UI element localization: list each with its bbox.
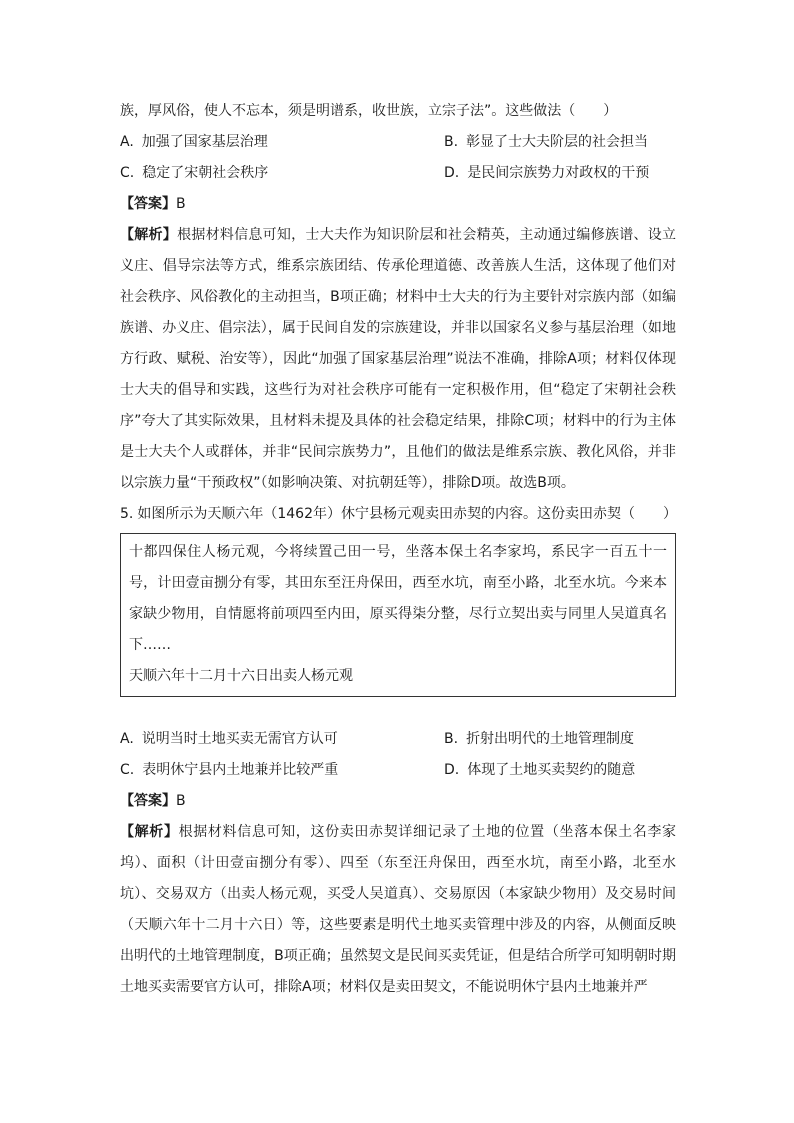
option-letter: D. bbox=[444, 762, 460, 778]
question-number: 5. bbox=[120, 506, 134, 522]
option-letter: C. bbox=[120, 762, 135, 778]
q4-option-a[interactable] bbox=[120, 127, 444, 158]
option-text: 表明休宁县内土地兼并比较严重 bbox=[142, 762, 339, 778]
analysis-text: 根据材料信息可知，这份卖田赤契详细记录了土地的位置（坐落本保土名李家坞）、面积（计田壹亩捌分有零）、四至（东至汪舟保田，西至水坑，南至小路，北至水坑）、交易双方（出卖人杨元观，买受人吴道真）、交易原因（本家缺少物用）及交易时间（天顺六年十二月十六日）等，这些要素是明代土地买卖管理中涉及的内容，从侧面反映出明代的土地管理制度，B项正确；虽然契文是民间买卖凭证，但是结合所学可知明朝时期土地买卖需要官方认可，排除A项；材料仅是卖田契文，不能说明休宁县内土地兼并严 bbox=[120, 824, 677, 995]
answer-tag: 【答案】 bbox=[120, 196, 176, 212]
contract-body: 十都四保住人杨元观，今将续置己田一号，坐落本保土名李家坞，系民字一百五十一号，计田壹亩捌分有零，其田东至汪舟保田，西至水坑，南至小路，北至水坑。今来本家缺少物用，自情愿将前项四至内田，原买得柒分整，尽行立契出卖与同里人吴道真名下…… bbox=[129, 544, 667, 653]
option-text: 彰显了士大夫阶层的社会担当 bbox=[466, 134, 649, 150]
option-text: 加强了国家基层治理 bbox=[141, 134, 268, 150]
option-text: 体现了土地买卖契约的随意 bbox=[467, 762, 636, 778]
contract-material-box bbox=[120, 533, 676, 697]
option-text: 稳定了宋朝社会秩序 bbox=[142, 165, 269, 181]
analysis-tag: 【解析】 bbox=[120, 824, 179, 840]
answer-value: B bbox=[176, 793, 186, 809]
answer-tag: 【答案】 bbox=[120, 793, 176, 809]
q4-option-d[interactable] bbox=[444, 158, 676, 189]
q5-option-a[interactable] bbox=[120, 724, 444, 755]
option-letter: B. bbox=[444, 731, 459, 747]
answer-value: B bbox=[176, 196, 186, 212]
q5-options bbox=[120, 724, 676, 786]
option-letter: B. bbox=[444, 134, 459, 150]
analysis-tag: 【解析】 bbox=[120, 227, 178, 243]
q4-analysis bbox=[120, 220, 676, 499]
q5-option-b[interactable] bbox=[444, 724, 676, 755]
q4-option-b[interactable] bbox=[444, 127, 676, 158]
option-letter: C. bbox=[120, 165, 135, 181]
q4-stem-tail: 族，厚风俗，使人不忘本，须是明谱系，收世族，立宗子法”。这些做法（ ） bbox=[120, 103, 618, 119]
q5-analysis bbox=[120, 817, 676, 1003]
q4-options bbox=[120, 127, 676, 189]
question-text: 如图所示为天顺六年（1462年）休宁县杨元观卖田赤契的内容。这份卖田赤契（ ） bbox=[137, 506, 677, 522]
q4-option-c[interactable] bbox=[120, 158, 444, 189]
contract-signature: 天顺六年十二月十六日出卖人杨元观 bbox=[129, 668, 353, 684]
option-letter: D. bbox=[444, 165, 460, 181]
option-letter: A. bbox=[120, 134, 134, 150]
q5-answer bbox=[120, 786, 676, 817]
analysis-text: 根据材料信息可知，士大夫作为知识阶层和社会精英，主动通过编修族谱、设立义庄、倡导宗法等方式，维系宗族团结、传承伦理道德、改善族人生活，这体现了他们对社会秩序、风俗教化的主动担当，B项正确；材料中士大夫的行为主要针对宗族内部（如编族谱、办义庄、倡宗法），属于民间自发的宗族建设，并非以国家名义参与基层治理（如地方行政、赋税、治安等），因此“加强了国家基层治理”说法不准确，排除A项；材料仅体现士大夫的倡导和实践，这些行为对社会秩序可能有一定积极作用，但“稳定了宋朝社会秩序”夸大了其实际效果，且材料未提及具体的社会稳定结果，排除C项；材料中的行为主体是士大夫个人或群体，并非“民间宗族势力”，且他们的做法是维系宗族、教化风俗，并非以宗族力量“干预政权”（如影响决策、对抗朝廷等），排除D项。故选B项。 bbox=[120, 227, 677, 491]
option-text: 说明当时土地买卖无需官方认可 bbox=[141, 731, 338, 747]
q4-answer bbox=[120, 189, 676, 220]
option-text: 是民间宗族势力对政权的干预 bbox=[467, 165, 650, 181]
document-page bbox=[120, 96, 676, 1003]
q5-stem bbox=[120, 499, 676, 530]
option-letter: A. bbox=[120, 731, 134, 747]
q5-option-d[interactable] bbox=[444, 755, 676, 786]
option-text: 折射出明代的土地管理制度 bbox=[466, 731, 635, 747]
q5-option-c[interactable] bbox=[120, 755, 444, 786]
